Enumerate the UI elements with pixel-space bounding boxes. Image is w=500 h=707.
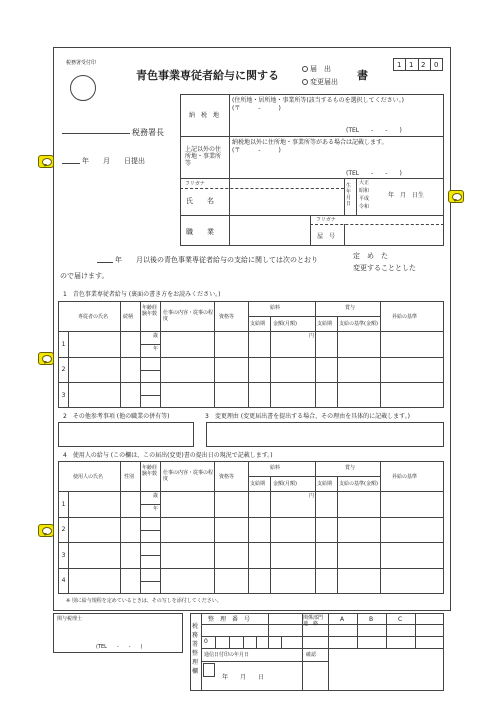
row-number: 3 (61, 392, 66, 399)
form-number-digit: 0 (434, 61, 439, 69)
col-age-header: 年齢経験年数 (142, 465, 158, 477)
col-amount-header: 金額(月額) (273, 321, 297, 327)
col-bonus-header: 賞与 (345, 465, 356, 471)
comment-note-icon[interactable] (38, 524, 54, 537)
col-raise-header: 昇給の基準 (392, 314, 418, 320)
statement-option-change[interactable]: 変更することとした (353, 264, 416, 272)
occupation-label: 職 業 (186, 228, 214, 236)
option-submit-label: 届 出 (310, 65, 331, 73)
office-side-label: 税務署整理欄 (192, 623, 199, 675)
col-bonus-basis-header: 支給の基準(金額) (339, 321, 378, 327)
alt-address-note: 納税地以外に住所地・事業所等がある場合は記載します。 (232, 139, 388, 146)
tax-location-choices: (住所地・居所地・事業所等(該当するものを選択してください。) (232, 97, 405, 104)
section4-title: 4 使用人の給与 (この欄は、この届出(変更)書の提出日の現況で記載します。) (63, 452, 273, 459)
alt-address-label: 上記以外の住所地・事業所等 (185, 146, 222, 167)
furigana-label: フリガナ (185, 181, 205, 187)
birthdate-label: 生年月日 (346, 183, 352, 207)
preparer-label: 関与税理士 (57, 616, 83, 622)
comment-note-icon[interactable] (38, 352, 54, 365)
seiri-bango-label: 整 理 番 号 (208, 616, 251, 623)
col-amount-header: 金額(月額) (273, 481, 297, 487)
col-bonus-period-header: 支給期 (317, 481, 333, 487)
col-pay-period-header: 支給期 (250, 321, 266, 327)
unit-age: 歳 (153, 493, 159, 499)
col-work-header: 仕事の内容・従事の程度 (163, 470, 214, 482)
tsuushin-label: 通信日付印の年月日 (204, 652, 250, 658)
unit-year: 年 (153, 506, 159, 512)
form-number-digit: 2 (421, 61, 426, 69)
receipt-stamp-label: 税務署受付印 (66, 60, 97, 66)
col-salary-header: 給料 (270, 305, 281, 311)
col-qualification-header: 資格等 (219, 314, 235, 320)
zero-cell: 0 (204, 638, 208, 645)
col-salary-header: 給料 (270, 465, 281, 471)
trade-furigana-label: フリガナ (316, 217, 336, 223)
col-bonus-basis-header: 支給の基準(金額) (339, 481, 378, 487)
row-number: 1 (61, 341, 66, 348)
col-c-label: C (398, 616, 403, 623)
form-number-digit: 1 (397, 61, 402, 69)
col-bonus-header: 賞与 (345, 305, 356, 311)
statement-line2: ので届けます。 (60, 272, 109, 280)
stamp-box (203, 663, 215, 677)
date-fields: 年 月 日 (222, 674, 265, 681)
receipt-stamp-circle (70, 75, 96, 101)
option-radio-icon[interactable] (302, 66, 308, 72)
col-raise-header: 昇給の基準 (392, 474, 418, 480)
option-radio-icon[interactable] (302, 79, 308, 85)
row-number: 1 (61, 501, 66, 508)
unit-yen: 円 (309, 333, 315, 339)
unit-yen: 円 (309, 493, 315, 499)
statement-line1: 年 月以後の青色事業専従者給与の支給に関しては次のとおり (115, 256, 318, 264)
section2-box[interactable] (58, 422, 194, 447)
tel-field[interactable]: (TEL - - ) (346, 127, 402, 134)
option-change-label: 変更届出 (310, 78, 338, 86)
col-a-label: A (340, 616, 345, 623)
col-bonus-period-header: 支給期 (317, 321, 333, 327)
tax-location-label: 納 税 地 (189, 112, 220, 119)
row-number: 2 (61, 366, 66, 373)
form-title: 青色事業専従者給与に関する (136, 69, 279, 82)
col-name-header: 専従者の氏名 (78, 314, 109, 320)
trade-name-label: 屋 号 (317, 233, 336, 240)
footnote: ※ 別に給与規程を定めているときは、その写しを添付してください。 (66, 598, 222, 604)
kakunin-label: 確認 (306, 652, 317, 658)
section1-title: 1 青色事業専従者給与 (裏面の書き方をお読みください。) (63, 291, 221, 298)
row-number: 3 (61, 552, 66, 559)
col-work-header: 仕事の内容・従事の程度 (163, 310, 214, 322)
col-employee-name-header: 使用人の氏名 (73, 474, 104, 480)
section3-box[interactable] (206, 422, 444, 447)
section2-title: 2 その他参考事項 (他の職業の併有等) (63, 413, 170, 420)
col-gender-header: 性別 (124, 474, 135, 480)
era-taisho[interactable]: 大正 (359, 180, 370, 186)
postal-code-field[interactable]: (〒 - ) (232, 105, 281, 112)
era-reiwa[interactable]: 令和 (359, 204, 370, 210)
submit-date-label: 年 月 日提出 (82, 157, 145, 165)
era-showa[interactable]: 昭和 (359, 188, 370, 194)
statement-option-set[interactable]: 定 め た (353, 252, 388, 260)
comment-note-icon[interactable] (448, 190, 464, 203)
birthdate-fields[interactable]: 年 月 日生 (388, 192, 425, 199)
era-heisei[interactable]: 平成 (359, 196, 370, 202)
row-number: 2 (61, 526, 66, 533)
form-title-suffix: 書 (357, 69, 368, 82)
unit-age: 歳 (153, 333, 159, 339)
form-number-digit: 1 (409, 61, 414, 69)
section3-title: 3 変更理由 (変更届出書を提出する場合、その理由を具体的に記載します。) (205, 413, 410, 420)
col-age-header: 年齢経験年数 (142, 305, 158, 317)
section1-table (58, 301, 444, 408)
alt-postal-field[interactable]: (〒 - ) (232, 147, 281, 154)
col-b-label: B (369, 616, 374, 623)
comment-note-icon[interactable] (38, 155, 54, 168)
preparer-tel[interactable]: (TEL - - ) (96, 644, 143, 650)
kankei-bumon-label: 関係部門連 絡 (303, 615, 324, 627)
col-relation-header: 続柄 (123, 314, 134, 320)
name-label: 氏 名 (186, 197, 214, 205)
col-pay-period-header: 支給期 (250, 481, 266, 487)
row-number: 4 (61, 577, 66, 584)
col-qualification-header: 資格等 (219, 474, 235, 480)
alt-tel-field[interactable]: (TEL - - ) (346, 170, 402, 177)
unit-year: 年 (153, 346, 159, 352)
tax-office-label: 税務署長 (132, 128, 164, 137)
